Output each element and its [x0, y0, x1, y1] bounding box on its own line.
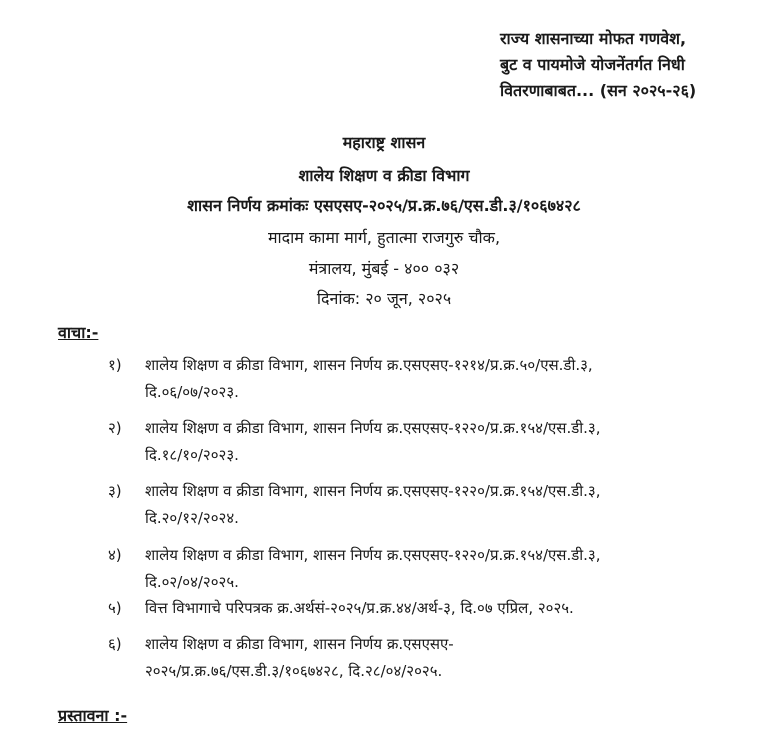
reference-text: वित्त विभागाचे परिपत्रक क्र.अर्थसं-२०२५/प्र.क्र.४४/अर्थ-३, दि.०७ एप्रिल, २०२५. — [145, 599, 574, 617]
subject-line: बुट व पायमोजे योजनेंतर्गत निधी — [500, 55, 685, 74]
reference-text: शालेय शिक्षण व क्रीडा विभाग, शासन निर्णय क्र.एसएसए-१२२०/प्र.क्र.१५४/एस.डी.३, — [145, 482, 601, 500]
read-heading: वाचा:- — [58, 323, 99, 342]
department-name: शालेय शिक्षण व क्रीडा विभाग — [298, 166, 470, 185]
reference-number: ५) — [108, 599, 122, 617]
address-line: मादाम कामा मार्ग, हुतात्मा राजगुरु चौक, — [267, 228, 501, 247]
reference-date: दि.२०/१२/२०२४. — [145, 509, 239, 527]
subject-block — [500, 26, 762, 104]
government-name: महाराष्ट्र शासन — [342, 133, 426, 152]
subject-line: वितरणाबाबत... (सन २०२५-२६) — [500, 81, 697, 100]
reference-date: दि.०६/०७/२०२३. — [145, 383, 239, 401]
reference-date: दि.१८/१०/२०२३. — [145, 446, 239, 464]
reference-text: २०२५/प्र.क्र.७६/एस.डी.३/१०६७४२८, दि.२८/०४/२०२५. — [145, 662, 443, 680]
reference-number: १) — [108, 356, 122, 374]
reference-number: ३) — [108, 482, 122, 500]
preamble-heading: प्रस्तावना :- — [58, 706, 128, 725]
reference-date: दि.०२/०४/२०२५. — [145, 573, 239, 591]
subject-line: राज्य शासनाच्या मोफत गणवेश, — [500, 29, 687, 48]
reference-text: शालेय शिक्षण व क्रीडा विभाग, शासन निर्णय क्र.एसएसए-१२२०/प्र.क्र.१५४/एस.डी.३, — [145, 546, 601, 564]
reference-text: शालेय शिक्षण व क्रीडा विभाग, शासन निर्णय क्र.एसएसए-१२१४/प्र.क्र.५०/एस.डी.३, — [145, 356, 593, 374]
reference-item — [108, 595, 574, 622]
reference-item — [108, 631, 454, 685]
gr-number: शासन निर्णय क्रमांकः एसएसए-२०२५/प्र.क्र.७६/एस.डी.३/१०६७४२८ — [187, 196, 581, 215]
reference-item — [108, 352, 593, 406]
reference-item — [108, 415, 600, 469]
reference-text: शालेय शिक्षण व क्रीडा विभाग, शासन निर्णय क्र.एसएसए-१२२०/प्र.क्र.१५४/एस.डी.३, — [145, 419, 601, 437]
reference-item — [108, 542, 600, 596]
address-line: मंत्रालय, मुंबई - ४०० ०३२ — [308, 259, 460, 278]
reference-text: शालेय शिक्षण व क्रीडा विभाग, शासन निर्णय क्र.एसएसए- — [145, 635, 454, 653]
reference-number: २) — [108, 419, 122, 437]
reference-number: ४) — [108, 546, 122, 564]
reference-number: ६) — [108, 635, 122, 653]
issue-date: दिनांक: २० जून, २०२५ — [316, 289, 452, 308]
reference-item — [108, 478, 600, 532]
